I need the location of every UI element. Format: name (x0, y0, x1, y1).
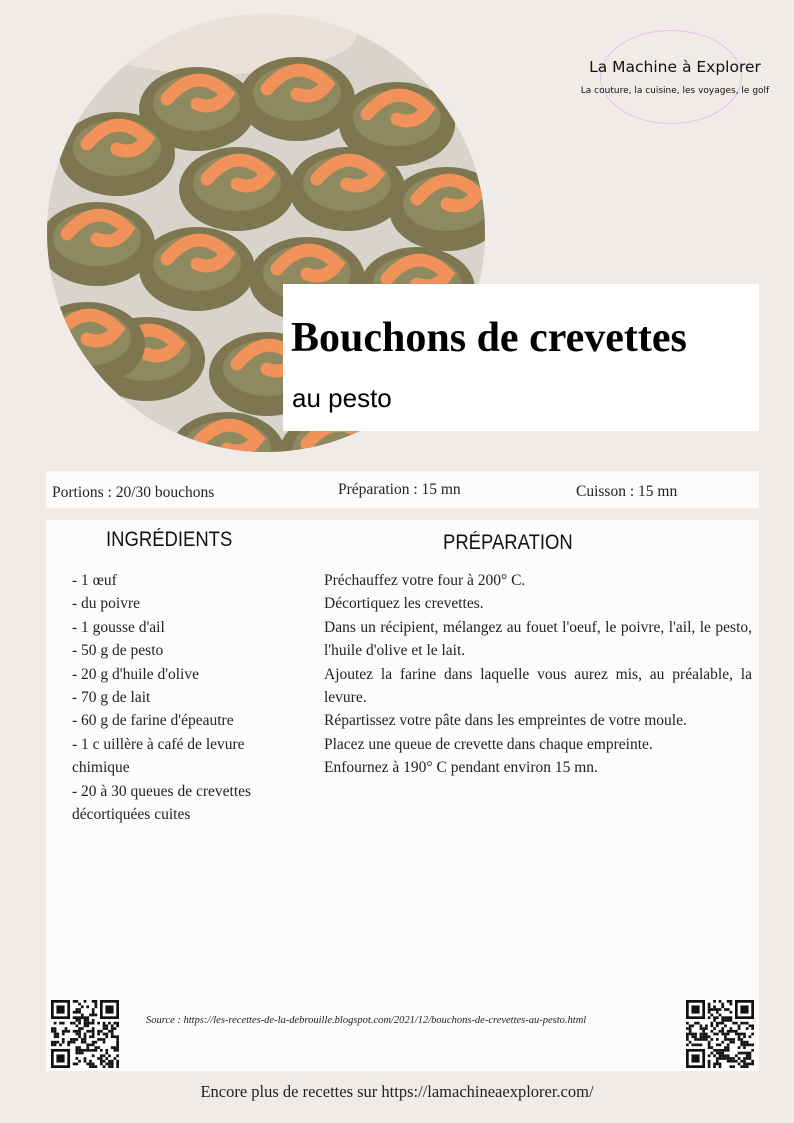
brand-name: La Machine à Explorer (589, 58, 761, 76)
preparation-step: Décortiquez les crevettes. (324, 595, 484, 613)
preparation-step: Répartissez votre pâte dans les empreintes de votre moule. (324, 712, 687, 730)
preparation-heading: PRÉPARATION (443, 531, 573, 554)
ingredient-item: - 20 g d'huile d'olive (72, 665, 199, 683)
qr-code-icon (686, 1000, 754, 1068)
preparation-step: Dans un récipient, mélangez au fouet l'oeuf, le poivre, l'ail, le pesto, l'huile d'olive et le lait. (324, 618, 752, 660)
ingredient-item: - 1 c uillère à café de levure chimique (72, 735, 245, 777)
qr-code-right[interactable] (686, 1000, 754, 1068)
title-box (283, 284, 759, 431)
portions-label: Portions : 20/30 bouchons (52, 484, 215, 501)
qr-code-left[interactable] (51, 1000, 119, 1068)
preparation-step: Ajoutez la farine dans laquelle vous aurez mis, au préalable, la levure. (324, 665, 752, 707)
footer-website-link[interactable]: Encore plus de recettes sur https://lamachineaexplorer.com/ (200, 1082, 594, 1101)
preparation-step: Préchauffez votre four à 200° C. (324, 572, 526, 589)
recipe-meta-bar (46, 471, 759, 508)
ingredient-item: - 20 à 30 queues de crevettes décortiquées cuites (72, 782, 252, 824)
ingredients-list (72, 569, 302, 826)
brand-tagline: La couture, la cuisine, les voyages, le golf (580, 86, 770, 96)
recipe-panel (46, 520, 759, 1071)
brand-ring-decoration (600, 30, 742, 124)
source-link[interactable]: Source : https://les-recettes-de-la-debrouille.blogspot.com/2021/12/bouchons-de-crevettes-au-pesto.html (146, 1015, 587, 1026)
ingredient-item: - 50 g de pesto (72, 642, 164, 660)
ingredient-item: - 1 gousse d'ail (72, 618, 165, 636)
qr-code-icon (51, 1000, 119, 1068)
brand-logo (560, 30, 790, 122)
ingredient-item: - 1 œuf (72, 572, 117, 589)
ingredient-item: - 70 g de lait (72, 689, 151, 707)
preparation-time-label: Préparation : 15 mn (338, 481, 461, 498)
ingredient-item: - du poivre (72, 595, 141, 613)
ingredients-heading: INGRÉDIENTS (106, 528, 233, 551)
preparation-step: Placez une queue de crevette dans chaque empreinte. (324, 735, 653, 753)
preparation-step: Enfournez à 190° C pendant environ 15 mn. (324, 759, 598, 777)
cooking-time-label: Cuisson : 15 mn (576, 483, 678, 500)
recipe-subtitle: au pesto (292, 383, 392, 413)
ingredient-item: - 60 g de farine d'épeautre (72, 712, 234, 730)
recipe-title: Bouchons de crevettes (291, 315, 687, 361)
preparation-steps (324, 569, 752, 780)
